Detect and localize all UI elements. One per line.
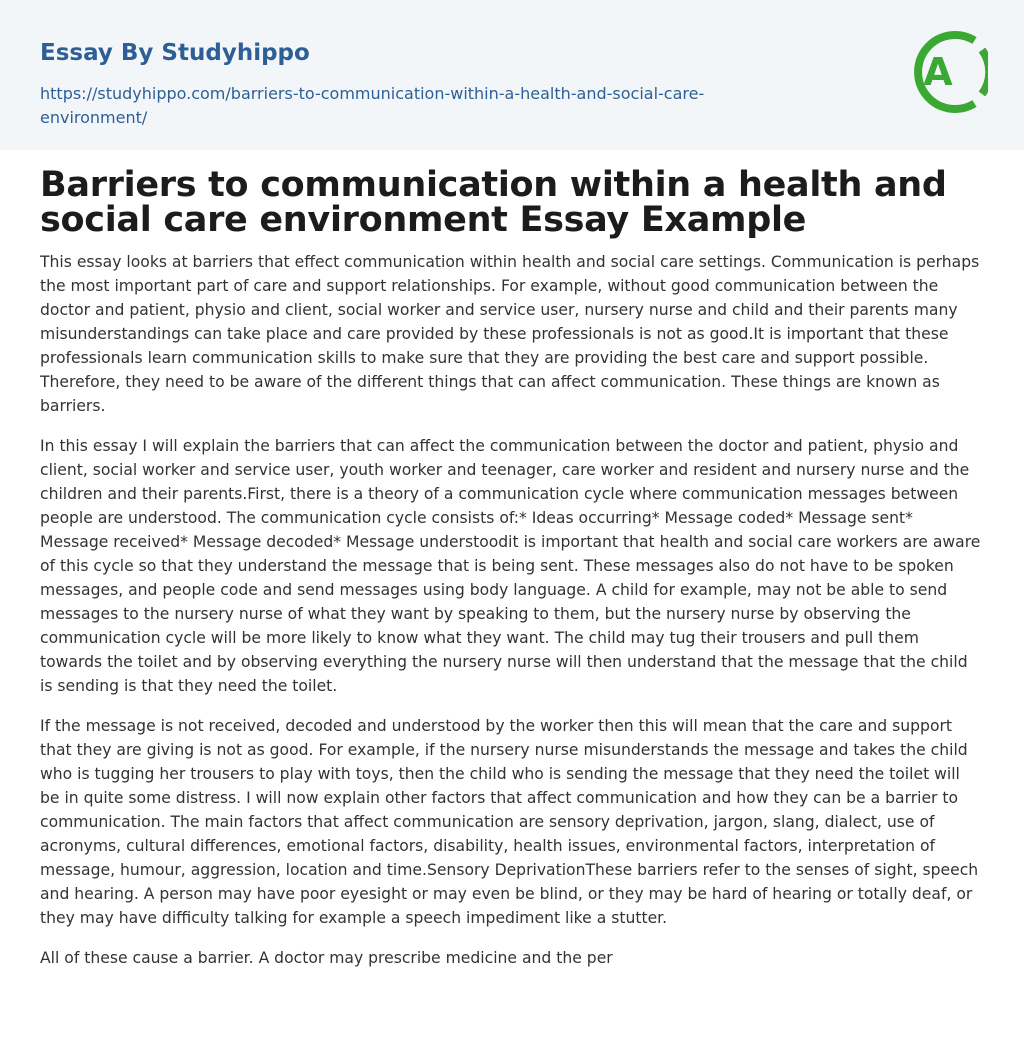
page-title: Barriers to communication within a health and social care environment Essay Example bbox=[40, 165, 947, 240]
paragraph-1: This essay looks at barriers that effect communication within health and social care settings. Communication is perhaps the most important part of care and support relationships. For example, without good communication between the doctor and patient, physio and client, social worker and service user, nursery nurse and child and their parents many misunderstandings can take place and care provided by these professionals is not as good.It is important that these professionals learn communication skills to make sure that they are providing the best care and support possible. Therefore, they need to be aware of the different things that can affect communication. These things are known as barriers. bbox=[40, 253, 980, 415]
paragraph-2: In this essay I will explain the barriers that can affect the communication between the doctor and patient, physio and client, social worker and service user, youth worker and teenager, care worker and resident and nursery nurse and the children and their parents.First, there is a theory of a communication cycle where communication messages between people are understood. The communication cycle consists of:* Ideas occurring* Message coded* Message sent* Message received* Message decoded* Message understoodit is important that health and social care workers are aware of this cycle so that they understand the message that is being sent. These messages also do not have to be spoken messages, and people code and send messages using body language. A child for example, may not be able to send messages to the nursery nurse of what they want by speaking to them, but the nursery nurse by observing the communication cycle will be more likely to know what they want. The child may tug their trousers and pull them towards the toilet and by observing everything the nursery nurse will then understand that the message that the child is sending is that they need the toilet. bbox=[40, 437, 981, 695]
brand-title[interactable]: Essay By Studyhippo bbox=[40, 40, 310, 66]
studyhippo-logo-icon[interactable] bbox=[912, 28, 988, 116]
article-body bbox=[0, 150, 1024, 970]
source-url-link[interactable]: https://studyhippo.com/barriers-to-communication-within-a-health-and-social-care-environment/ bbox=[40, 84, 705, 127]
paragraph-4: All of these cause a barrier. A doctor may prescribe medicine and the per bbox=[40, 949, 613, 967]
site-header bbox=[0, 0, 1024, 150]
paragraph-3: If the message is not received, decoded and understood by the worker then this will mean that the care and support that they are giving is not as good. For example, if the nursery nurse misunderstands the message and takes the child who is tugging her trousers to play with toys, then the child who is sending the message that they need the toilet will be in quite some distress. I will now explain other factors that affect communication and how they can be a barrier to communication. The main factors that affect communication are sensory deprivation, jargon, slang, dialect, use of acronyms, cultural differences, emotional factors, disability, health issues, environmental factors, interpretation of message, humour, aggression, location and time.Sensory DeprivationThese barriers refer to the senses of sight, speech and hearing. A person may have poor eyesight or may even be blind, or they may be hard of hearing or totally deaf, or they may have difficulty talking for example a speech impediment like a stutter. bbox=[40, 717, 979, 927]
logo-letter: A bbox=[923, 50, 953, 94]
